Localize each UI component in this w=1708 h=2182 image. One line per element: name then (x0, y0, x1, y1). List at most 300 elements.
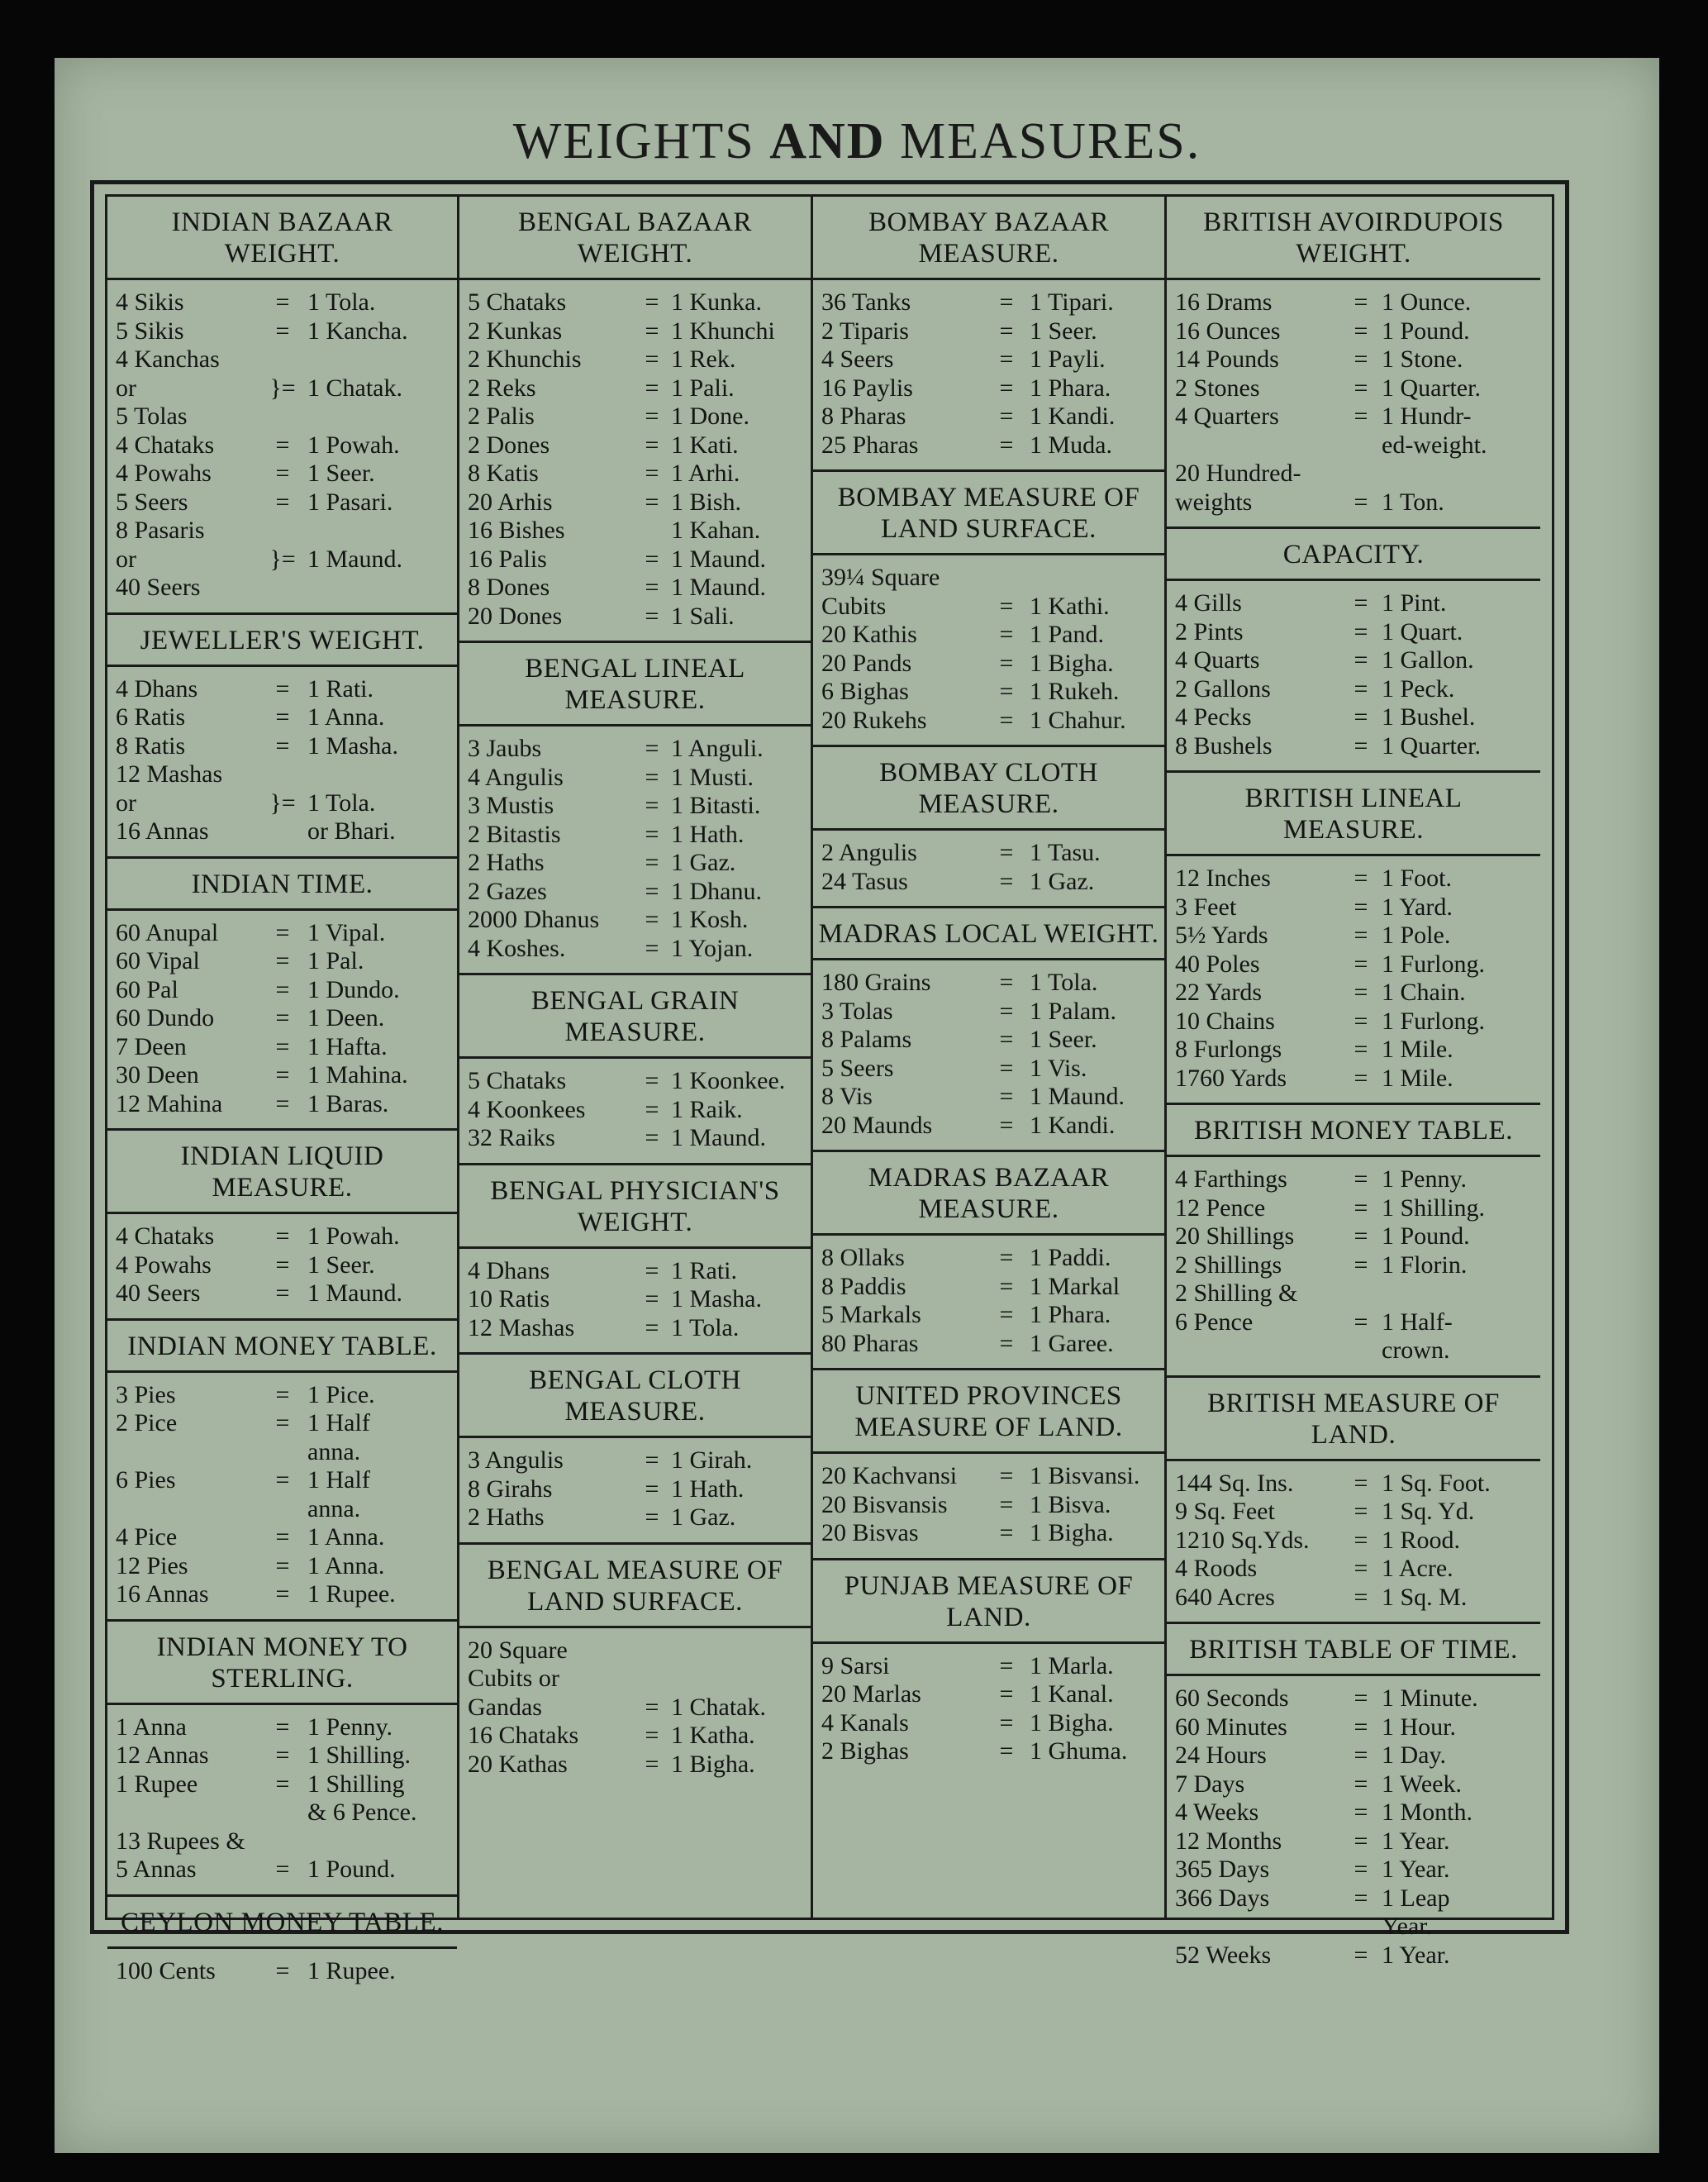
equivalent: 1 Bisva. (1030, 1490, 1111, 1518)
table-row (1175, 1798, 1537, 1827)
table-heading: INDIAN TIME. (107, 859, 457, 911)
table-row (821, 998, 1161, 1027)
equals-sign: = (1354, 1555, 1368, 1582)
equivalent: 1 Kathi. (1030, 592, 1110, 620)
table-row (468, 792, 807, 821)
quantity: 3 Feet (1175, 893, 1237, 921)
equivalent: 1 Furlong. (1382, 1007, 1486, 1035)
equals-sign: = (1354, 1064, 1368, 1092)
table-row (821, 1737, 1161, 1766)
table-row (468, 1067, 807, 1096)
quantity: 8 Girahs (468, 1475, 553, 1503)
quantity: 32 Raiks (468, 1124, 555, 1151)
equals-sign: = (999, 1083, 1014, 1110)
equivalent: 1 Baras. (307, 1089, 389, 1117)
equals-sign: = (999, 1680, 1014, 1708)
equivalent: 1 Sali. (671, 602, 735, 630)
equals-sign: = (275, 460, 290, 487)
quantity: 4 Kanals (821, 1708, 909, 1737)
quantity: 7 Days (1175, 1770, 1245, 1798)
equivalent: 1 Maund. (1030, 1083, 1125, 1110)
equivalent: 1 Powah. (307, 1222, 400, 1250)
quantity: 2 Dones (468, 431, 550, 459)
table-heading: BOMBAY BAZAAR MEASURE. (813, 197, 1164, 280)
quantity: 25 Pharas (821, 431, 919, 459)
equals-sign (633, 517, 671, 546)
table-row (1175, 732, 1537, 761)
table-heading: CEYLON MONEY TABLE. (107, 1897, 457, 1949)
quantity: 20 Pands (821, 649, 912, 677)
quantity: 8 Bushels (1175, 731, 1273, 760)
equivalent: 1 Kunka. (671, 288, 762, 316)
equivalent: 1 Bigha. (1030, 1519, 1114, 1546)
equals-sign: = (275, 1004, 290, 1031)
table-heading: BOMBAY CLOTH MEASURE. (813, 747, 1164, 831)
quantity: 2 Bitastis (468, 820, 561, 848)
table-row (116, 317, 454, 346)
equals-sign (1340, 431, 1382, 460)
equals-sign: = (275, 1061, 290, 1089)
table-row (821, 678, 1161, 707)
quantity: 365 Days (1175, 1856, 1270, 1883)
equivalent: 1 Kahan. (671, 517, 761, 544)
equals-sign: = (1354, 1498, 1368, 1525)
equals-sign: = (275, 1251, 290, 1279)
quantity: 20 Maunds (821, 1111, 933, 1139)
equivalent: 1 Pice. (307, 1380, 375, 1408)
equals-sign (258, 1438, 307, 1467)
equals-sign: = (1354, 1526, 1368, 1554)
equivalent: 1 Girah. (671, 1446, 753, 1474)
quantity: 4 Chataks (116, 1222, 215, 1250)
table-row (821, 1462, 1161, 1491)
equals-sign: = (999, 867, 1014, 895)
equivalent: 1 Hafta. (307, 1032, 388, 1060)
equivalent: 1 Maund. (307, 545, 402, 573)
quantity: 40 Poles (1175, 950, 1260, 978)
equals-sign: = (1354, 403, 1368, 430)
quantity: 5½ Yards (1175, 922, 1268, 949)
quantity (116, 1495, 258, 1524)
equals-sign: = (999, 592, 1014, 620)
quantity: 20 Kathas (468, 1750, 568, 1778)
quantity: or (116, 788, 136, 817)
table-row (1175, 1941, 1537, 1970)
table-row (1175, 431, 1537, 460)
table-heading: INDIAN LIQUID MEASURE. (107, 1131, 457, 1214)
quantity: 40 Seers (116, 1279, 201, 1307)
equals-sign (258, 403, 307, 431)
table-row (116, 345, 454, 374)
quantity: 4 Koshes. (468, 934, 566, 962)
equals-sign: = (1354, 617, 1368, 646)
equivalent: 1 Bigha. (1030, 1708, 1114, 1737)
quantity: 1 Anna (116, 1713, 187, 1741)
equivalent: 1 Payli. (1030, 345, 1106, 373)
table-heading: BENGAL CLOTH MEASURE. (459, 1355, 811, 1438)
table-row (821, 288, 1161, 317)
table-row (1175, 979, 1537, 1008)
quantity: 80 Pharas (821, 1329, 919, 1357)
equivalent: 1 Seer. (307, 1251, 375, 1279)
equals-sign: = (645, 1446, 659, 1474)
equals-sign: = (999, 1054, 1014, 1082)
equivalent: 1 Shilling (307, 1770, 405, 1798)
table-row (116, 374, 454, 403)
equals-sign: = (1354, 1036, 1368, 1063)
equivalent (1382, 460, 1537, 488)
equals-sign (1340, 1336, 1382, 1365)
table-heading: INDIAN MONEY TO STERLING. (107, 1622, 457, 1705)
equivalent: 1 Mile. (1382, 1064, 1453, 1092)
equals-sign: = (1354, 1222, 1368, 1250)
equivalent: 1 Kandi. (1030, 1111, 1116, 1139)
quantity: 2000 Dhanus (468, 906, 600, 933)
table-row (468, 821, 807, 850)
column-3 (813, 197, 1167, 1918)
table-row (468, 1665, 807, 1694)
quantity: 7 Deen (116, 1032, 187, 1060)
table-rows (813, 1236, 1164, 1368)
quantity: 3 Angulis (468, 1446, 564, 1474)
equivalent: 1 Yard. (1382, 893, 1453, 921)
equivalent: 1 Kandi. (1030, 403, 1116, 430)
quantity: 8 Paddis (821, 1272, 906, 1300)
quantity: 5 Tolas (116, 403, 188, 430)
quantity: 40 Seers (116, 574, 201, 601)
quantity: 1760 Yards (1175, 1064, 1287, 1092)
quantity: weights (1175, 488, 1253, 516)
equivalent: 1 Year. (1382, 1827, 1450, 1855)
quantity: 2 Palis (468, 403, 535, 430)
equivalent: 1 Maund. (671, 545, 766, 573)
quantity: 20 Rukehs (821, 706, 927, 734)
equivalent (307, 760, 454, 789)
equals-sign: = (275, 947, 290, 974)
equals-sign (258, 345, 307, 374)
equivalent: 1 Masha. (307, 731, 398, 760)
equals-sign: = (645, 820, 659, 848)
equivalent: 1 Maund. (671, 574, 766, 601)
equals-sign: = (1354, 1165, 1368, 1193)
equals-sign: = (275, 1770, 290, 1798)
table-row (116, 431, 454, 460)
quantity: 4 Pice (116, 1523, 178, 1551)
equals-sign: = (1354, 1798, 1368, 1826)
table-row (1175, 460, 1537, 488)
equals-sign: = (275, 1409, 290, 1436)
equivalent: 1 Hour. (1382, 1713, 1456, 1741)
quantity: 5 Seers (116, 488, 188, 516)
equivalent: 1 Year. (1382, 1856, 1450, 1883)
table-indian-liquid-measure (107, 1131, 457, 1321)
table-heading: UNITED PROVINCES MEASURE OF LAND. (813, 1370, 1164, 1454)
quantity: 4 Chataks (116, 431, 215, 459)
table-row (116, 1741, 454, 1770)
equivalent: 1 Chatak. (307, 374, 402, 402)
quantity (1175, 431, 1340, 460)
table-indian-time (107, 859, 457, 1131)
equivalent: 1 Chahur. (1030, 706, 1126, 734)
table-row (821, 839, 1161, 868)
table-row (468, 460, 807, 488)
column-1 (107, 197, 459, 1984)
equals-sign: = (275, 975, 290, 1003)
quantity: 20 Hundred- (1175, 460, 1301, 487)
table-heading: BENGAL LINEAL MEASURE. (459, 643, 811, 727)
quantity: 6 Pence (1175, 1308, 1254, 1336)
table-row (116, 760, 454, 789)
quantity: 24 Hours (1175, 1741, 1267, 1769)
equivalent: 1 Bisvansi. (1030, 1462, 1140, 1489)
table-british-table-of-time (1167, 1624, 1540, 1980)
quantity (116, 1798, 258, 1827)
equals-sign: = (999, 706, 1014, 734)
equals-sign: }= (269, 788, 296, 817)
quantity: 60 Minutes (1175, 1713, 1287, 1741)
quantity: 16 Annas (116, 817, 209, 845)
table-rows (459, 280, 811, 641)
equals-sign: = (1354, 317, 1368, 345)
quantity: 4 Angulis (468, 763, 564, 791)
quantity: 8 Katis (468, 460, 539, 487)
equivalent: 1 Phara. (1030, 1301, 1111, 1328)
table-row (116, 1438, 454, 1467)
equals-sign: = (645, 1722, 659, 1749)
table-row (1175, 1194, 1537, 1223)
table-rows (813, 280, 1164, 469)
table-rows (1167, 581, 1540, 770)
quantity: 4 Pecks (1175, 703, 1252, 731)
table-row (116, 1713, 454, 1742)
equals-sign: = (1354, 1007, 1368, 1035)
table-row (468, 849, 807, 878)
table-row (1175, 345, 1537, 374)
table-row (821, 1680, 1161, 1709)
quantity: 52 Weeks (1175, 1941, 1272, 1969)
table-bengal-cloth-measure (459, 1355, 811, 1545)
quantity: 4 Farthings (1175, 1165, 1287, 1193)
equals-sign: = (1354, 922, 1368, 949)
quantity: 16 Drams (1175, 288, 1273, 316)
table-row (116, 1061, 454, 1090)
table-row (821, 593, 1161, 622)
quantity: 2 Pice (116, 1409, 178, 1436)
quantity: 24 Tasus (821, 867, 908, 895)
equivalent: 1 Muda. (1030, 431, 1112, 459)
equivalent: 1 Florin. (1382, 1251, 1468, 1279)
tables-frame (90, 180, 1569, 1984)
table-row (116, 1798, 454, 1827)
equivalent: 1 Mile. (1382, 1036, 1453, 1063)
equals-sign: = (1354, 288, 1368, 316)
table-row (1175, 1884, 1537, 1913)
table-row (468, 603, 807, 631)
equals-sign (633, 1665, 671, 1694)
equivalent: 1 Anna. (307, 1551, 385, 1579)
equals-sign: = (999, 1329, 1014, 1357)
equals-sign: = (645, 545, 659, 573)
equals-sign: = (645, 1256, 659, 1284)
table-heading: INDIAN BAZAAR WEIGHT. (107, 197, 457, 280)
table-british-avoirdupois-weight (1167, 197, 1540, 529)
quantity: 16 Palis (468, 545, 547, 573)
equals-sign: = (999, 649, 1014, 677)
table-row (116, 1381, 454, 1410)
table-row (116, 1580, 454, 1609)
quantity: 36 Tanks (821, 288, 911, 316)
equals-sign: = (645, 488, 659, 516)
quantity: 16 Chataks (468, 1722, 579, 1749)
equivalent: 1 Hath. (671, 820, 745, 848)
table-row (116, 675, 454, 704)
equals-sign: = (1354, 646, 1368, 674)
column-2 (459, 197, 813, 1918)
equals-sign: = (999, 431, 1014, 459)
equivalent (1030, 564, 1161, 593)
equals-sign: = (999, 1737, 1014, 1765)
equivalent: 1 Peck. (1382, 674, 1455, 703)
table-row (116, 1523, 454, 1552)
table-heading: BENGAL PHYSICIAN'S WEIGHT. (459, 1165, 811, 1249)
table-row (1175, 675, 1537, 704)
table-row (116, 947, 454, 976)
quantity: 16 Bishes (468, 517, 565, 544)
equals-sign: = (1354, 1884, 1368, 1912)
quantity: 14 Pounds (1175, 345, 1279, 373)
equivalent: 1 Hath. (671, 1475, 745, 1503)
quantity: or (116, 374, 136, 402)
table-row (468, 1694, 807, 1722)
equivalent: 1 Penny. (307, 1713, 393, 1741)
equivalent: 1 Rupee. (307, 1956, 396, 1984)
equals-sign: = (1354, 1941, 1368, 1969)
table-row (468, 288, 807, 317)
table-row (821, 1273, 1161, 1302)
quantity: 20 Bisvansis (821, 1490, 948, 1518)
equals-sign: = (275, 431, 290, 459)
table-heading: BRITISH MEASURE OF LAND. (1167, 1378, 1540, 1461)
equivalent: 1 Quarter. (1382, 374, 1481, 402)
equivalent: 1 Bitasti. (671, 792, 761, 819)
equivalent: 1 Shilling. (307, 1741, 412, 1769)
table-row (468, 1314, 807, 1343)
equivalent: 1 Maund. (307, 1279, 402, 1307)
table-heading: MADRAS LOCAL WEIGHT. (813, 908, 1164, 960)
equivalent: 1 Anna. (307, 1523, 385, 1551)
quantity: 12 Annas (116, 1741, 209, 1769)
quantity: 2 Haths (468, 1503, 545, 1531)
equivalent: 1 Quarter. (1382, 731, 1481, 760)
equivalent: 1 Sq. M. (1382, 1583, 1468, 1611)
equals-sign: = (1354, 345, 1368, 373)
table-rows (107, 667, 457, 856)
quantity: Gandas (468, 1693, 542, 1721)
quantity: 6 Bighas (821, 678, 909, 705)
equivalent: 1 Tola. (307, 788, 376, 817)
equals-sign (258, 517, 307, 546)
equals-sign: = (645, 1067, 659, 1094)
table-row (116, 488, 454, 517)
equals-sign: = (275, 1089, 290, 1117)
quantity: 2 Tiparis (821, 317, 909, 345)
equivalent: 1 Yojan. (671, 934, 754, 962)
equivalent: 1 Penny. (1382, 1165, 1468, 1193)
quantity: 4 Quarts (1175, 646, 1260, 674)
equivalent: 1 Pasari. (307, 488, 393, 516)
equals-sign: = (645, 345, 659, 373)
table-row (116, 1222, 454, 1251)
quantity: 3 Mustis (468, 792, 554, 819)
table-madras-local-weight (813, 908, 1164, 1152)
equals-sign: = (999, 1651, 1014, 1679)
equals-sign (258, 1495, 307, 1524)
quantity: 12 Mashas (116, 760, 223, 788)
table-rows (1167, 1461, 1540, 1622)
quantity: 4 Weeks (1175, 1798, 1259, 1826)
equals-sign: = (645, 374, 659, 402)
equals-sign (258, 760, 307, 789)
table-rows (1167, 1676, 1540, 1980)
equivalent: 1 Kanal. (1030, 1680, 1114, 1708)
quantity: 12 Months (1175, 1827, 1282, 1855)
equivalent: 1 Anguli. (671, 735, 764, 762)
equivalent: 1 Acre. (1382, 1555, 1453, 1582)
table-row (821, 1026, 1161, 1055)
table-row (1175, 1279, 1537, 1308)
equals-sign (258, 574, 307, 603)
table-row (116, 1856, 454, 1884)
table-row (1175, 1584, 1537, 1613)
equals-sign: = (645, 1503, 659, 1531)
equals-sign: = (645, 460, 659, 487)
quantity: 20 Square (468, 1636, 568, 1664)
table-heading: BENGAL MEASURE OF LAND SURFACE. (459, 1545, 811, 1628)
equals-sign: = (275, 1741, 290, 1769)
table-rows (459, 1059, 811, 1163)
table-heading: MADRAS BAZAAR MEASURE. (813, 1152, 1164, 1236)
equivalent: anna. (307, 1437, 361, 1465)
equivalent: 1 Rupee. (307, 1580, 396, 1608)
table-heading: BRITISH LINEAL MEASURE. (1167, 773, 1540, 856)
equals-sign: = (275, 1580, 290, 1608)
table-row (116, 1495, 454, 1524)
equals-sign: = (1354, 1684, 1368, 1712)
table-punjab-measure-of-land (813, 1560, 1164, 1918)
table-heading: BRITISH AVOIRDUPOIS WEIGHT. (1167, 197, 1540, 280)
table-row (468, 431, 807, 460)
equivalent: 1 Shilling. (1382, 1193, 1486, 1222)
quantity: 1 Rupee (116, 1770, 198, 1798)
table-row (821, 1652, 1161, 1681)
equivalent: 1 Dhanu. (671, 877, 762, 905)
equals-sign: = (1354, 703, 1368, 731)
equals-sign: = (645, 1124, 659, 1151)
quantity: 4 Powahs (116, 1251, 212, 1279)
quantity: 3 Jaubs (468, 735, 542, 762)
equals-sign: = (999, 345, 1014, 373)
equivalent: 1 Sq. Foot. (1382, 1469, 1491, 1497)
equivalent: 1 Seer. (1030, 1026, 1097, 1053)
table-row (1175, 288, 1537, 317)
equals-sign: = (275, 1380, 290, 1408)
table-rows (1167, 280, 1540, 526)
table-row (116, 1004, 454, 1033)
quantity: 100 Cents (116, 1956, 216, 1984)
table-row (821, 431, 1161, 460)
equals-sign: = (275, 1856, 290, 1883)
equals-sign (1340, 460, 1382, 488)
